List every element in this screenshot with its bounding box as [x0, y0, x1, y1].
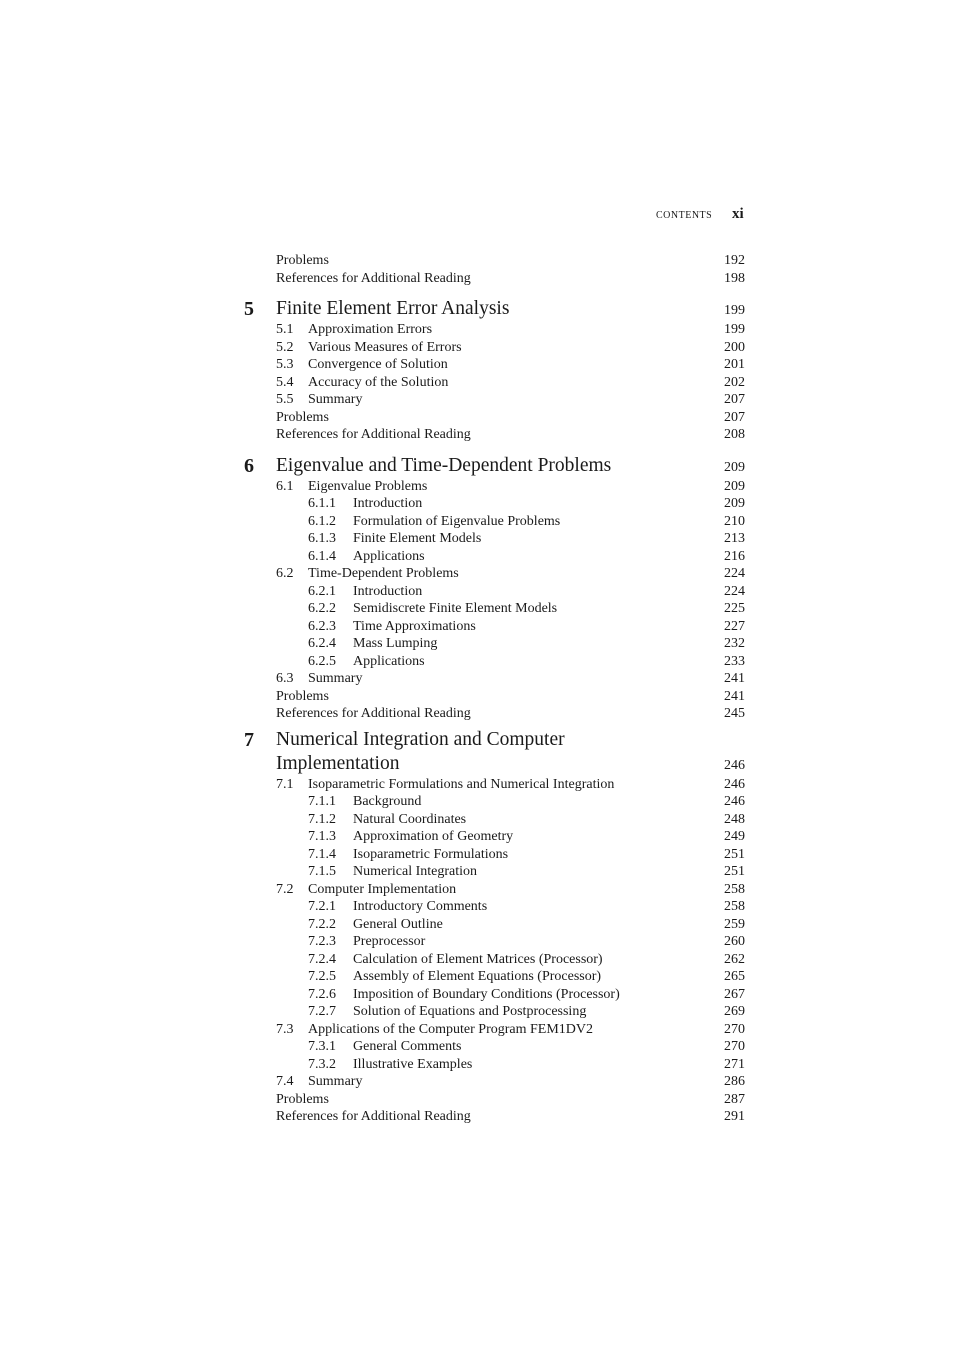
section-number: 7.2.3	[308, 934, 336, 949]
section-number: 7.2.1	[308, 899, 336, 914]
toc-section	[0, 670, 960, 688]
page-ref: 198	[724, 270, 745, 286]
toc-subsection	[0, 530, 960, 548]
toc-subsection	[0, 968, 960, 986]
toc-subsection	[0, 618, 960, 636]
entry-title: Preprocessor	[353, 934, 426, 949]
entry-title: Mass Lumping	[353, 636, 438, 651]
entry-title: Imposition of Boundary Conditions (Processor)	[353, 986, 620, 1002]
toc-subsection	[0, 986, 960, 1004]
page-ref: 213	[724, 531, 745, 546]
section-number: 7.1.1	[308, 794, 336, 809]
entry-title: Introduction	[353, 583, 423, 599]
entry-title: Introduction	[353, 496, 423, 511]
entry-title: Time Approximations	[353, 618, 476, 634]
entry-title: References for Additional Reading	[276, 706, 471, 721]
toc-section	[0, 374, 960, 392]
toc-section	[0, 1021, 960, 1039]
page-ref: 209	[724, 459, 745, 475]
section-number: 6.2	[276, 566, 294, 581]
toc-entry	[0, 1091, 960, 1109]
section-number: 7.1.3	[308, 829, 336, 844]
entry-title: Problems	[276, 253, 329, 268]
section-number: 7.2	[276, 881, 294, 897]
page-ref: 199	[724, 303, 745, 318]
entry-title: Approximation Errors	[308, 322, 433, 337]
entry-title: Approximation of Geometry	[353, 829, 514, 844]
section-number: 6.2.2	[308, 601, 336, 616]
toc-chapter	[0, 454, 960, 478]
entry-title: Computer Implementation	[308, 881, 457, 897]
toc-subsection	[0, 513, 960, 531]
chapter-number: 7	[244, 728, 254, 751]
page-ref: 251	[724, 846, 745, 862]
section-number: 5.5	[276, 392, 294, 407]
toc-entry	[0, 426, 960, 444]
entry-title: Summary	[308, 392, 363, 407]
page-ref: 216	[724, 548, 745, 564]
section-number: 6.2.5	[308, 653, 336, 669]
page-ref: 225	[724, 601, 745, 616]
toc-subsection	[0, 653, 960, 671]
entry-title: Finite Element Models	[353, 531, 482, 546]
page-ref: 202	[724, 374, 745, 390]
entry-title: Illustrative Examples	[353, 1056, 473, 1072]
entry-title: Assembly of Element Equations (Processor)	[353, 969, 602, 984]
page-ref: 201	[724, 357, 745, 372]
toc-subsection	[0, 846, 960, 864]
page-ref: 199	[724, 322, 745, 337]
toc-subsection	[0, 951, 960, 969]
page-ref: 209	[724, 478, 745, 494]
toc-section	[0, 356, 960, 374]
toc-subsection	[0, 1038, 960, 1056]
toc-subsection	[0, 600, 960, 618]
toc-entry	[0, 270, 960, 288]
section-number: 7.4	[276, 1074, 294, 1089]
page-ref: 287	[724, 1091, 745, 1107]
section-number: 6.1.1	[308, 496, 336, 511]
page-ref: 269	[724, 1004, 745, 1019]
page-ref: 233	[724, 653, 745, 669]
chapter-title: Numerical Integration and Computer	[276, 728, 565, 750]
toc-chapter	[0, 297, 960, 321]
spacer	[0, 287, 960, 297]
entry-title: Convergence of Solution	[308, 357, 448, 372]
section-number: 5.2	[276, 339, 294, 355]
page-ref: 224	[724, 583, 745, 599]
section-number: 6.2.3	[308, 618, 336, 634]
section-number: 7.1	[276, 776, 294, 792]
toc-section	[0, 339, 960, 357]
section-number: 7.2.2	[308, 916, 336, 932]
page-ref: 259	[724, 916, 745, 932]
page-ref: 271	[724, 1056, 745, 1072]
entry-title: Problems	[276, 688, 329, 704]
page-ref: 291	[724, 1109, 745, 1124]
entry-title: Problems	[276, 1091, 329, 1107]
toc-subsection	[0, 583, 960, 601]
section-number: 6.2.4	[308, 636, 336, 651]
chapter-number: 6	[244, 454, 254, 477]
toc-entry	[0, 252, 960, 270]
running-header: CONTENTS	[656, 210, 713, 221]
entry-title: Applications of the Computer Program FEM1DV2	[308, 1021, 594, 1037]
toc-subsection	[0, 863, 960, 881]
toc-entry	[0, 688, 960, 706]
page-ref: 209	[724, 496, 745, 511]
page-ref: 262	[724, 951, 745, 967]
page-ref: 224	[724, 566, 745, 581]
toc-subsection	[0, 495, 960, 513]
table-of-contents	[0, 252, 960, 1126]
toc-section	[0, 565, 960, 583]
page-ref: 208	[724, 427, 745, 442]
toc-subsection	[0, 793, 960, 811]
section-number: 6.1	[276, 478, 294, 494]
entry-title: Natural Coordinates	[353, 811, 467, 827]
section-number: 6.1.2	[308, 513, 336, 529]
page-ref: 251	[724, 864, 745, 879]
page-ref: 270	[724, 1021, 745, 1037]
page-ref: 248	[724, 811, 745, 827]
chapter-title: Implementation	[276, 752, 400, 774]
entry-title: Problems	[276, 409, 329, 425]
page-ref: 246	[724, 757, 745, 773]
page-ref: 258	[724, 899, 745, 914]
page-ref: 192	[724, 253, 745, 268]
section-number: 7.3.2	[308, 1056, 336, 1072]
page-ref: 246	[724, 794, 745, 809]
chapter-number: 5	[244, 298, 254, 320]
section-number: 5.4	[276, 374, 294, 390]
toc-subsection	[0, 828, 960, 846]
page-ref: 200	[724, 339, 745, 355]
page-ref: 227	[724, 618, 745, 634]
toc-chapter	[0, 752, 960, 776]
page-ref: 265	[724, 969, 745, 984]
page-ref: 241	[724, 688, 745, 704]
toc-entry	[0, 1108, 960, 1126]
toc-entry	[0, 409, 960, 427]
toc-subsection	[0, 933, 960, 951]
page-ref: 207	[724, 392, 745, 407]
page-ref: 210	[724, 513, 745, 529]
page-ref: 246	[724, 776, 745, 792]
section-number: 6.3	[276, 671, 294, 686]
page-header	[0, 207, 960, 227]
toc-entry	[0, 705, 960, 723]
entry-title: Calculation of Element Matrices (Processor)	[353, 951, 603, 967]
entry-title: Time-Dependent Problems	[308, 566, 459, 581]
section-number: 7.3	[276, 1021, 294, 1037]
entry-title: Applications	[353, 653, 425, 669]
entry-title: Introductory Comments	[353, 899, 488, 914]
entry-title: Summary	[308, 1074, 363, 1089]
entry-title: Semidiscrete Finite Element Models	[353, 601, 558, 616]
section-number: 7.2.4	[308, 951, 336, 967]
entry-title: Summary	[308, 671, 363, 686]
section-number: 6.1.3	[308, 531, 336, 546]
page-ref: 232	[724, 636, 745, 651]
entry-title: Applications	[353, 548, 425, 564]
toc-section	[0, 321, 960, 339]
entry-title: Various Measures of Errors	[308, 339, 462, 355]
entry-title: Isoparametric Formulations	[353, 846, 509, 862]
section-number: 7.2.7	[308, 1004, 336, 1019]
toc-subsection	[0, 898, 960, 916]
section-number: 7.1.5	[308, 864, 336, 879]
page-ref: 270	[724, 1039, 745, 1054]
toc-subsection	[0, 811, 960, 829]
toc-subsection	[0, 916, 960, 934]
page-ref: 207	[724, 409, 745, 425]
page-ref: 249	[724, 829, 745, 844]
spacer	[0, 444, 960, 454]
page-ref: 286	[724, 1074, 745, 1089]
toc-section	[0, 391, 960, 409]
toc-subsection	[0, 1003, 960, 1021]
entry-title: General Comments	[353, 1039, 462, 1054]
entry-title: Isoparametric Formulations and Numerical Integration	[308, 776, 615, 792]
chapter-title: Finite Element Error Analysis	[276, 298, 510, 319]
entry-title: Background	[353, 794, 422, 809]
toc-subsection	[0, 635, 960, 653]
toc-section	[0, 1073, 960, 1091]
section-number: 7.2.5	[308, 969, 336, 984]
entry-title: Formulation of Eigenvalue Problems	[353, 513, 561, 529]
section-number: 7.3.1	[308, 1039, 336, 1054]
section-number: 6.2.1	[308, 583, 336, 599]
page-ref: 245	[724, 706, 745, 721]
entry-title: References for Additional Reading	[276, 427, 471, 442]
section-number: 7.2.6	[308, 986, 336, 1002]
entry-title: References for Additional Reading	[276, 270, 471, 286]
entry-title: Accuracy of the Solution	[308, 374, 449, 390]
page-ref: 258	[724, 881, 745, 897]
toc-section	[0, 776, 960, 794]
toc-subsection	[0, 1056, 960, 1074]
page-ref: 241	[724, 671, 745, 686]
page-ref: 260	[724, 934, 745, 949]
section-number: 7.1.4	[308, 846, 336, 862]
entry-title: Eigenvalue Problems	[308, 478, 428, 494]
chapter-title: Eigenvalue and Time-Dependent Problems	[276, 454, 612, 476]
toc-section	[0, 881, 960, 899]
page-number: xi	[732, 206, 744, 222]
toc-subsection	[0, 548, 960, 566]
section-number: 7.1.2	[308, 811, 336, 827]
section-number: 5.1	[276, 322, 294, 337]
entry-title: Numerical Integration	[353, 864, 478, 879]
section-number: 5.3	[276, 357, 294, 372]
section-number: 6.1.4	[308, 548, 336, 564]
page-ref: 267	[724, 986, 745, 1002]
toc-section	[0, 478, 960, 496]
toc-chapter	[0, 728, 960, 752]
entry-title: General Outline	[353, 916, 443, 932]
entry-title: Solution of Equations and Postprocessing	[353, 1004, 587, 1019]
entry-title: References for Additional Reading	[276, 1109, 471, 1124]
